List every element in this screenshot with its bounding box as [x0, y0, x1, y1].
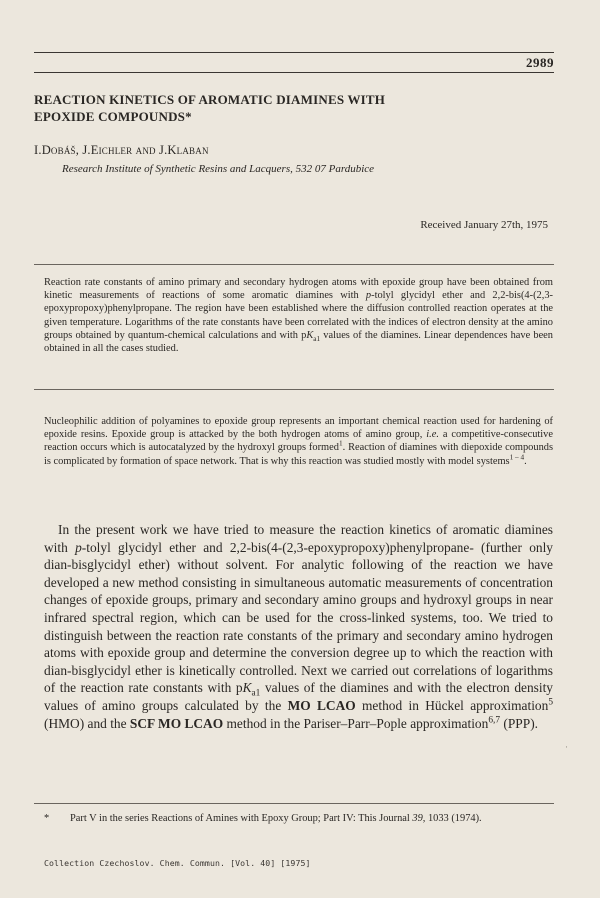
- article-title: [34, 91, 514, 125]
- title-line-2: EPOXIDE COMPOUNDS*: [34, 109, 192, 124]
- citation-1-4: 1 – 4: [509, 453, 525, 462]
- received-date: Received January 27th, 1975: [420, 219, 548, 231]
- footnote: * Part V in the series Reactions of Amines with Epoxy Group; Part IV: This Journal 39, 1033 (1974).: [44, 813, 482, 824]
- header-rule-bottom: [34, 72, 554, 73]
- abstract: Reaction rate constants of amino primary and secondary hydrogen atoms with epoxide group have been obtained from kinetic measurements of reactions of some aromatic diamines with p-tolyl glycidyl ether and 2,2-bis(4-(2,3-epoxypropoxy)phenylpropane. The region have been established where the diffusion controlled reaction operates at the given temperature. Logarithms of the rate constants have been correlated with the indices of electron density at the amino groups obtained by quantum-chemical calculations and with $pK_{a1}$ values of the diamines. Linear dependences have been obtained in all the cases studied.: [44, 277, 554, 355]
- footnote-rule: [34, 803, 554, 804]
- title-line-1: REACTION KINETICS OF AROMATIC DIAMINES WITH: [34, 92, 386, 107]
- body-paragraph: In the present work we have tried to measure the reaction kinetics of aromatic diamines with p-tolyl glycidyl ether and 2,2-bis(4-(2,3-epoxypropoxy)phenylpropane- (further only dian-bisglycidyl ether) without solvent. For analytic following of the reaction we have developed a new method consisting in simultaneous automatic measurements of concentration changes of epoxide groups, primary and secondary amino groups and hydroxyl groups in near infrared spectral region, which can be used for the cross-linked systems, too. We tried to distinguish between the reaction rate constants of the primary and secondary amino hydrogen atoms with epoxide group and determine the conversion degree up to which the reaction with dian-bisglycidyl ether is kinetically controlled. Next we carried out correlations of logarithms of the reaction rate constants with $pK_{a1}$ values of the diamines and with the electron density values of amino groups calculated by the MO LCAO method in Hückel approximation$^5$ (HMO) and the SCF MO LCAO method in the Pariser–Parr–Pople approximation$^{6,7}$ (PPP).: [44, 522, 554, 731]
- citation-1: 1: [338, 439, 343, 448]
- journal-citation-footer: Collection Czechoslov. Chem. Commun. [Vol. 40] [1975]: [44, 858, 311, 868]
- citation-6-7: 6,7: [488, 715, 501, 726]
- authors: I.Dobáš, J.Eichler and J.Klaban: [34, 143, 209, 157]
- page-number: 2989: [526, 55, 554, 70]
- introduction-paragraph: Nucleophilic addition of polyamines to epoxide group represents an important chemical reaction used for hardening of epoxide resins. Epoxide group is attacked by the both hydrogen atoms of amino group, i.e. a competitive-consecutive reaction occurs which is autocatalyzed by the hydroxyl groups formed$^1$. Reaction of diamines with diepoxide compounds is complicated by formation of space network. That is why this reaction was studied mostly with model systems$^{1 - 4}$.: [44, 416, 554, 467]
- paper-speck: ·: [565, 742, 568, 752]
- abstract-rule-top: [34, 264, 554, 265]
- affiliation: Research Institute of Synthetic Resins and Lacquers, 532 07 Pardubice: [62, 163, 375, 175]
- abstract-rule-bottom: [34, 389, 554, 390]
- header-rule-top: [34, 52, 554, 53]
- citation-5: 5: [548, 697, 554, 708]
